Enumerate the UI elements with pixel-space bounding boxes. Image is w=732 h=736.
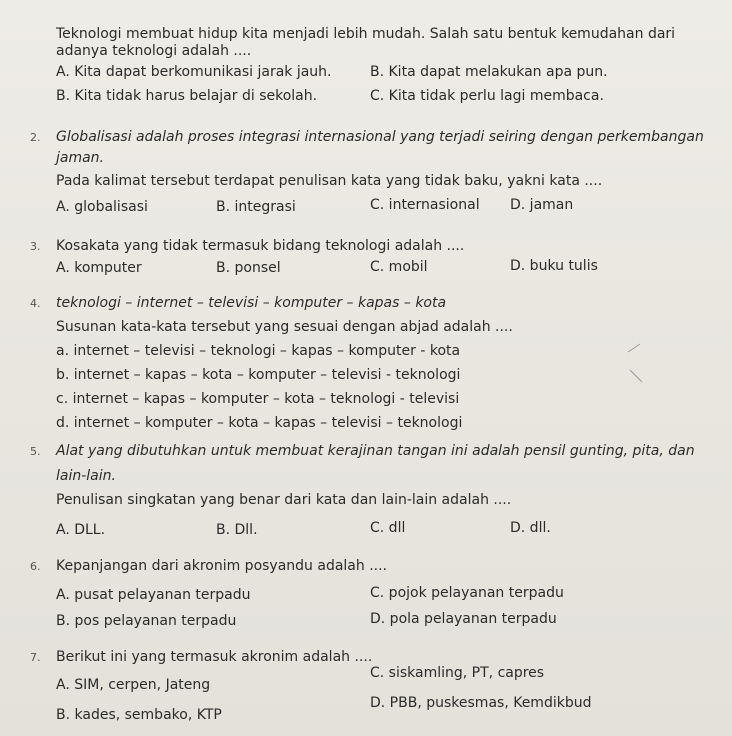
q4-stem-line1: teknologi – internet – televisi – komputer – kapas – kota [56,295,447,311]
q6-number: 6. [30,560,41,573]
q6-option-a: A. pusat pelayanan terpadu [56,587,251,603]
q5-option-a: A. DLL. [56,522,106,538]
q5-option-d: D. dll. [510,520,551,536]
q2-stem-line1: Globalisasi adalah proses integrasi internasional yang terjadi seiring dengan perkembangan [56,129,704,145]
q5-number: 5. [30,445,41,458]
q4-option-b: b. internet – kapas – kota – komputer – televisi - teknologi [56,367,461,383]
q1-option-d: C. Kita tidak perlu lagi membaca. [370,88,604,104]
q1-stem-line2: adanya teknologi adalah .... [56,43,252,59]
q6-option-d: D. pola pelayanan terpadu [370,611,557,627]
q7-option-d: D. PBB, puskesmas, Kemdikbud [370,695,592,711]
q7-number: 7. [30,651,41,664]
q4-option-a: a. internet – televisi – teknologi – kapas – komputer - kota [56,343,461,359]
q7-option-b: B. kades, sembako, KTP [56,707,222,723]
q3-option-a: A. komputer [56,260,142,276]
q6-option-c: C. pojok pelayanan terpadu [370,585,564,601]
q3-number: 3. [30,240,41,253]
q4-stem-line2: Susunan kata-kata tersebut yang sesuai dengan abjad adalah .... [56,319,513,335]
q1-option-a: A. Kita dapat berkomunikasi jarak jauh. [56,64,332,80]
q2-stem-line2: jaman. [56,150,105,166]
q7-stem-line1: Berikut ini yang termasuk akronim adalah .... [56,649,373,665]
q6-stem-line1: Kepanjangan dari akronim posyandu adalah .... [56,558,388,574]
q2-option-b: B. integrasi [216,199,296,215]
q4-number: 4. [30,297,41,310]
q1-stem-line1: Teknologi membuat hidup kita menjadi lebih mudah. Salah satu bentuk kemudahan dari [56,26,676,42]
q5-stem-line3: Penulisan singkatan yang benar dari kata dan lain-lain adalah .... [56,492,512,508]
q4-option-c: c. internet – kapas – komputer – kota – teknologi - televisi [56,391,460,407]
q3-option-b: B. ponsel [216,260,281,276]
q2-number: 2. [30,131,41,144]
q5-option-c: C. dll [370,520,406,536]
q5-stem-line1: Alat yang dibutuhkan untuk membuat kerajinan tangan ini adalah pensil gunting, pita, dan [56,443,695,459]
q5-stem-line2: lain-lain. [56,468,116,484]
q3-stem-line1: Kosakata yang tidak termasuk bidang teknologi adalah .... [56,238,465,254]
q1-option-c: B. Kita tidak harus belajar di sekolah. [56,88,318,104]
q1-option-b: B. Kita dapat melakukan apa pun. [370,64,608,80]
q2-option-c: C. internasional [370,197,480,213]
q2-option-d: D. jaman [510,197,574,213]
q2-option-a: A. globalisasi [56,199,148,215]
q4-option-d: d. internet – komputer – kota – kapas – televisi – teknologi [56,415,463,431]
q3-option-d: D. buku tulis [510,258,598,274]
q3-option-c: C. mobil [370,259,428,275]
q2-stem-line3: Pada kalimat tersebut terdapat penulisan kata yang tidak baku, yakni kata .... [56,173,603,189]
pencil-tick-marks [620,332,660,392]
q5-option-b: B. Dll. [216,522,258,538]
q7-option-c: C. siskamling, PT, capres [370,665,545,681]
q7-option-a: A. SIM, cerpen, Jateng [56,677,211,693]
q6-option-b: B. pos pelayanan terpadu [56,613,237,629]
